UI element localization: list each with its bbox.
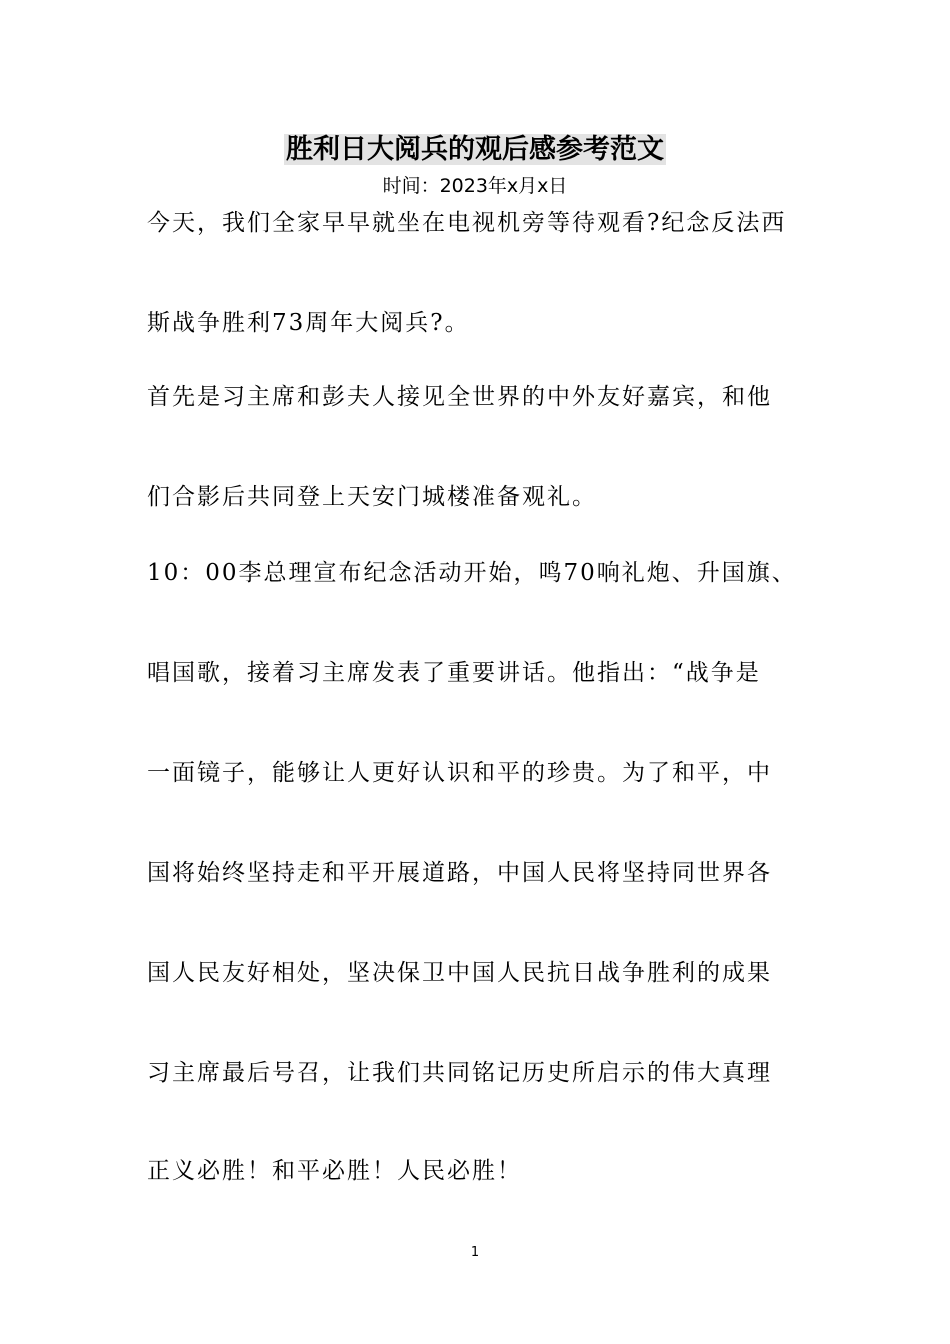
body-line: 正义必胜！和平必胜！人民必胜！ [147, 1158, 522, 1184]
document-title [0, 130, 950, 170]
body-line: 唱国歌，接着习主席发表了重要讲话。他指出：“战争是 [147, 660, 761, 686]
document-title-text: 胜利日大阅兵的观后感参考范文 [286, 134, 664, 165]
body-line: 习主席最后号召，让我们共同铭记历史所启示的伟大真理 [147, 1060, 772, 1086]
page-number: 1 [470, 1245, 480, 1260]
date-line: 时间：2023年x月x日 [382, 175, 568, 197]
body-line: 10：00李总理宣布纪念活动开始，鸣70响礼炮、升国旗、 [147, 560, 797, 586]
body-line: 今天，我们全家早早就坐在电视机旁等待观看?纪念反法西 [147, 210, 787, 236]
body-line: 国将始终坚持走和平开展道路，中国人民将坚持同世界各 [147, 860, 772, 886]
body-line: 首先是习主席和彭夫人接见全世界的中外友好嘉宾，和他 [147, 384, 772, 410]
body-line: 国人民友好相处，坚决保卫中国人民抗日战争胜利的成果 [147, 960, 772, 986]
body-line: 们合影后共同登上天安门城楼准备观礼。 [147, 484, 597, 510]
body-line: 斯战争胜利73周年大阅兵?。 [147, 310, 470, 336]
body-line: 一面镜子，能够让人更好认识和平的珍贵。为了和平，中 [147, 760, 772, 786]
